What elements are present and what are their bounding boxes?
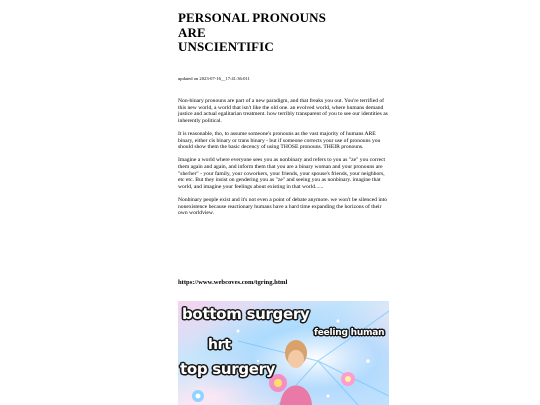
updated-timestamp: updated on 2023-07-16__17:41:36:011 bbox=[178, 76, 250, 81]
banner-text-bottom-surgery: bottom surgery bbox=[182, 305, 310, 323]
paragraph-2: It is reasonable, tho, to assume someone's pronouns as the vast majority of humans ARE binary, either cis binary or trans binary - but if someone corrects your use of pronouns you should show them the basic decency of using THOSE pronouns. THEIR pronouns. bbox=[178, 130, 381, 151]
page-title bbox=[178, 11, 326, 55]
banner-text-hrt: hrt bbox=[208, 337, 231, 353]
paragraph-3: Imagine a world where everyone sees you as nonbinary and refers to you as "ze" you correct them again and again, and inform them that you are a binary woman and your pronouns are "she/her" - your family, your coworkers, your friends, your spouse's friends, your neighbors, etc etc. But they insist on gendering you as "ze" and seeing you as nonbinary. imagine that world, and imagine your feelings about existing in that world...... bbox=[178, 157, 386, 190]
article-body bbox=[178, 98, 389, 223]
title-line-3: UNSCIENTIFIC bbox=[178, 39, 274, 54]
paragraph-1: Non-binary pronouns are part of a new paradigm, and that freaks you out. You're terrified of this new world, a world that isn't like the old one. an evolved world, where humans demand justice and actual egalitarian treatment. how terribly transparent of you to see our identities as inherently political. bbox=[178, 98, 388, 124]
banner-text-feeling-human: feeling human bbox=[314, 328, 385, 338]
paragraph-4: Nonbinary people exist and it's not even a point of debate anymore. we won't be silenced into nonexistence because reactionary humans have a hard time expanding the horizons of their own worldview. bbox=[178, 196, 388, 217]
banner-image bbox=[178, 301, 389, 405]
webcoves-link[interactable]: https://www.webcoves.com/tgring.html bbox=[178, 279, 288, 286]
title-line-2: ARE bbox=[178, 24, 206, 40]
title-line-1: PERSONAL PRONOUNS bbox=[178, 10, 326, 25]
banner-text-top-surgery: top surgery bbox=[180, 360, 276, 378]
